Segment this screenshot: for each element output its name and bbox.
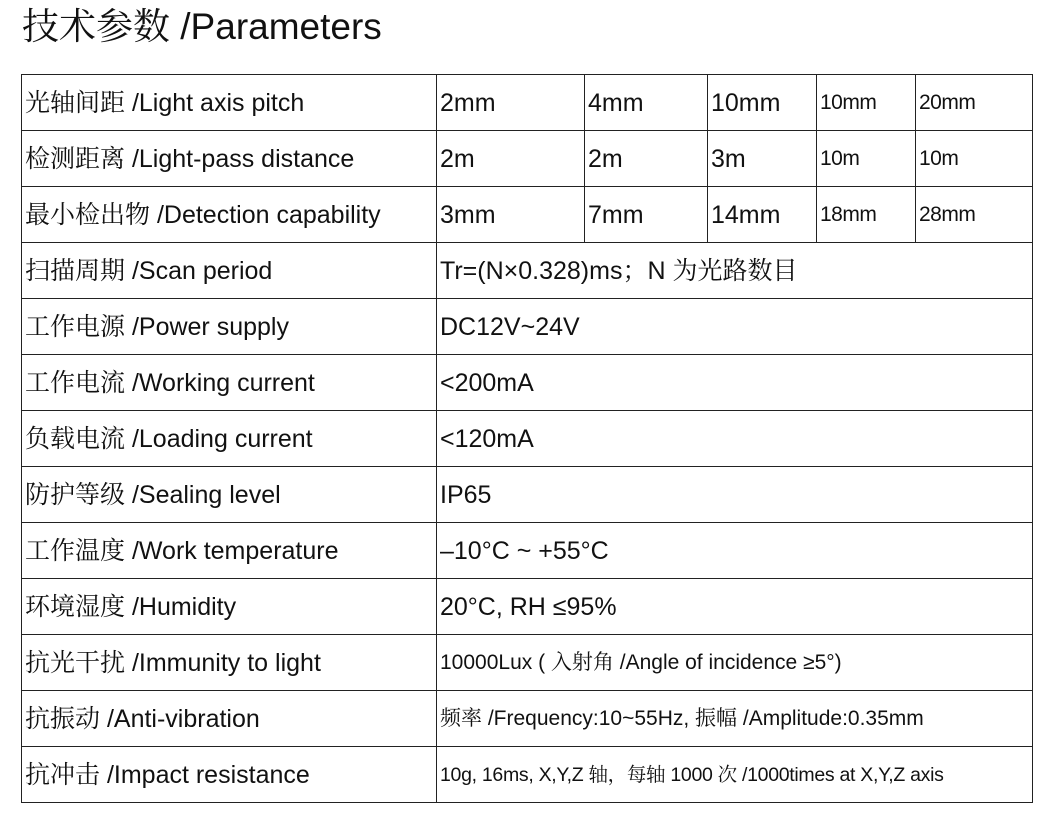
table-row-detection-capability bbox=[22, 187, 1033, 243]
table-row-loading-current bbox=[22, 411, 1033, 467]
table-cell: 10m bbox=[916, 131, 1033, 187]
row-label: 抗振动 /Anti-vibration bbox=[22, 691, 437, 747]
table-cell: 10g, 16ms, X,Y,Z 轴，每轴 1000 次 /1000times at X,Y,Z axis bbox=[437, 747, 1033, 803]
table-row-immunity-to-light bbox=[22, 635, 1033, 691]
table-cell: IP65 bbox=[437, 467, 1033, 523]
table-cell: 10mm bbox=[708, 75, 817, 131]
page-title: 技术参数 /Parameters bbox=[22, 6, 382, 47]
table-cell: 2mm bbox=[437, 75, 585, 131]
table-cell: 10mm bbox=[817, 75, 916, 131]
table-row-impact-resistance bbox=[22, 747, 1033, 803]
row-label: 抗光干扰 /Immunity to light bbox=[22, 635, 437, 691]
table-cell: 18mm bbox=[817, 187, 916, 243]
table-cell: 14mm bbox=[708, 187, 817, 243]
table-cell: Tr=(N×0.328)ms；N 为光路数目 bbox=[437, 243, 1033, 299]
table-cell: 2m bbox=[437, 131, 585, 187]
row-label: 抗冲击 /Impact resistance bbox=[22, 747, 437, 803]
table-cell: 20mm bbox=[916, 75, 1033, 131]
table-cell: 频率 /Frequency:10~55Hz, 振幅 /Amplitude:0.35mm bbox=[437, 691, 1033, 747]
table-cell: <200mA bbox=[437, 355, 1033, 411]
table-row-light-axis-pitch bbox=[22, 75, 1033, 131]
row-label: 环境湿度 /Humidity bbox=[22, 579, 437, 635]
row-label: 工作电源 /Power supply bbox=[22, 299, 437, 355]
table-cell: DC12V~24V bbox=[437, 299, 1033, 355]
row-label: 工作温度 /Work temperature bbox=[22, 523, 437, 579]
row-label: 检测距离 /Light-pass distance bbox=[22, 131, 437, 187]
row-label: 光轴间距 /Light axis pitch bbox=[22, 75, 437, 131]
table-cell: 2m bbox=[585, 131, 708, 187]
row-label: 防护等级 /Sealing level bbox=[22, 467, 437, 523]
table-row-power-supply bbox=[22, 299, 1033, 355]
table-cell: –10°C ~ +55°C bbox=[437, 523, 1033, 579]
row-label: 工作电流 /Working current bbox=[22, 355, 437, 411]
table-cell: 7mm bbox=[585, 187, 708, 243]
row-label: 负载电流 /Loading current bbox=[22, 411, 437, 467]
row-label: 扫描周期 /Scan period bbox=[22, 243, 437, 299]
parameters-table bbox=[21, 74, 1033, 803]
table-row-anti-vibration bbox=[22, 691, 1033, 747]
table-row-working-current bbox=[22, 355, 1033, 411]
table-row-light-pass-distance bbox=[22, 131, 1033, 187]
table-row-work-temperature bbox=[22, 523, 1033, 579]
table-row-scan-period bbox=[22, 243, 1033, 299]
table-cell: 28mm bbox=[916, 187, 1033, 243]
table-cell: 4mm bbox=[585, 75, 708, 131]
table-cell: 10m bbox=[817, 131, 916, 187]
table-cell: 3m bbox=[708, 131, 817, 187]
row-label: 最小检出物 /Detection capability bbox=[22, 187, 437, 243]
table-cell: 3mm bbox=[437, 187, 585, 243]
table-cell: 20°C, RH ≤95% bbox=[437, 579, 1033, 635]
table-cell: 10000Lux ( 入射角 /Angle of incidence ≥5°) bbox=[437, 635, 1033, 691]
table-cell: <120mA bbox=[437, 411, 1033, 467]
table-row-sealing-level bbox=[22, 467, 1033, 523]
table-row-humidity bbox=[22, 579, 1033, 635]
